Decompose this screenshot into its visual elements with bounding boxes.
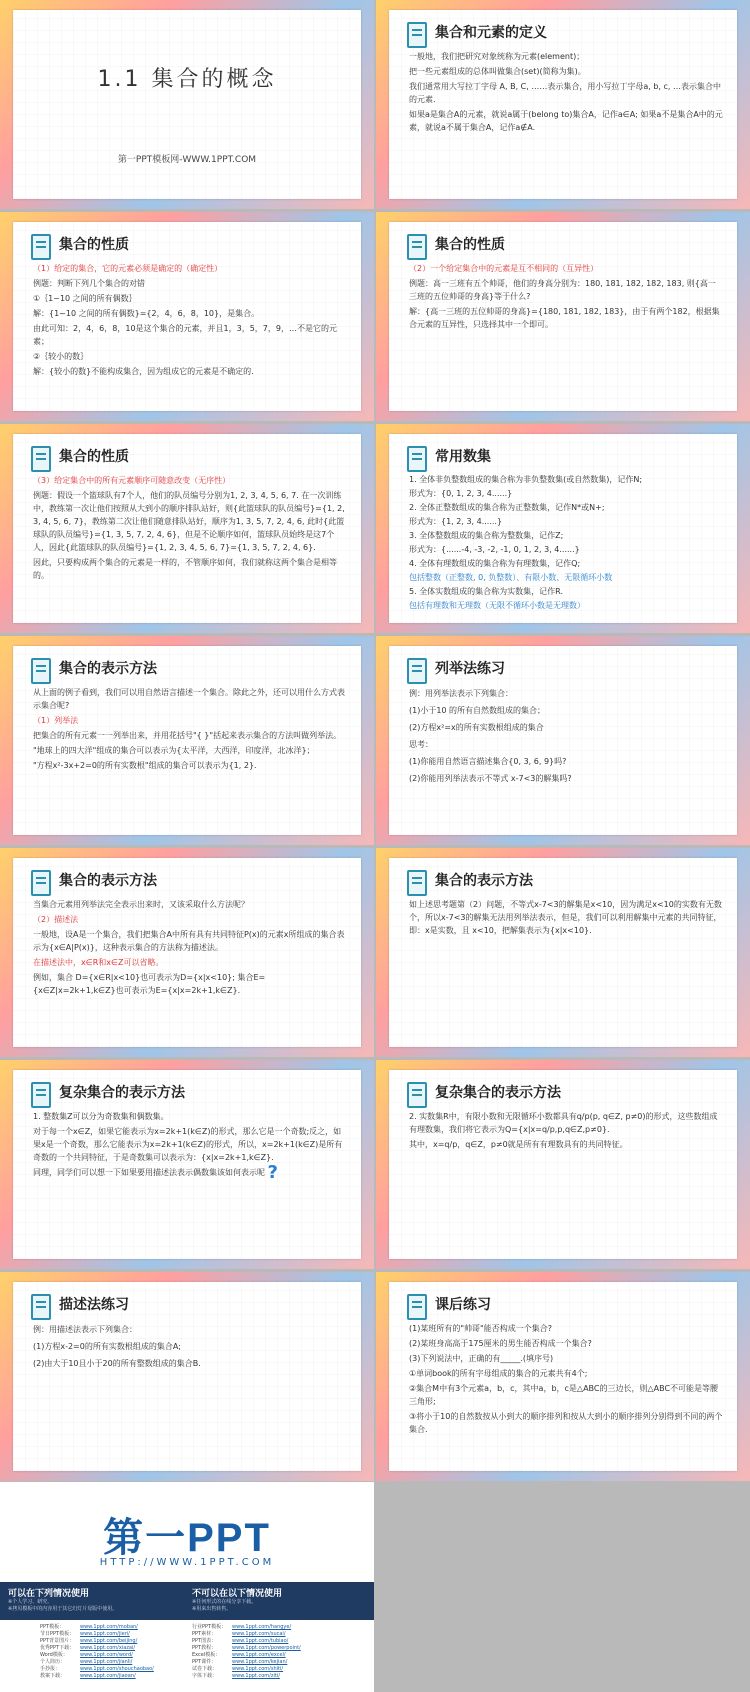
slide-line bbox=[33, 1162, 347, 1183]
slide-paper bbox=[13, 1070, 361, 1259]
slide-line: 1. 全体非负整数组成的集合称为非负整数集(或自然数集)，记作N; bbox=[409, 475, 643, 484]
slide-paper bbox=[389, 646, 737, 835]
slide-line: 5. 全体实数组成的集合称为实数集，记作R. bbox=[409, 587, 563, 596]
slide-thumbnail[interactable] bbox=[376, 848, 750, 1057]
can-use-line: ※拷贝模板中的内容用于其它幻灯片母版中使用。 bbox=[8, 1606, 118, 1612]
slide-line: 把一些元素组成的总体叫做集合(set)(简称为集)。 bbox=[409, 67, 586, 76]
slide-heading: （3）给定集合中的所有元素顺序可随意改变（无序性） bbox=[33, 476, 231, 485]
slide-title: 集合的表示方法 bbox=[435, 873, 533, 889]
usage-bar bbox=[0, 1582, 374, 1620]
slide-line: ③将小于10的自然数按从小到大的顺序排列和按从大到小的顺序排列分别得到不同的两个集合. bbox=[409, 1412, 723, 1434]
slide-line: (1)你能用自然语言描述集合{0, 3, 6, 9}吗? bbox=[409, 757, 567, 766]
slide-title: 集合的性质 bbox=[59, 449, 129, 465]
book-icon bbox=[407, 658, 427, 684]
book-icon bbox=[407, 1082, 427, 1108]
slide-line: 一般地，我们把研究对象统称为元素(element)； bbox=[409, 52, 585, 61]
slide-body bbox=[33, 686, 347, 774]
slide-line: 例如，集合 D={x∈R|x<10}也可表示为D={x|x<10}; 集合E={x∈Z|x=2k+1,k∈Z}也可表示为E={x|x=2k+1,k∈Z}. bbox=[33, 973, 266, 995]
slide-heading: （2）描述法 bbox=[33, 915, 79, 924]
slide-line: 形式为：{......-4, -3, -2, -1, 0, 1, 2, 3, 4......} bbox=[409, 545, 580, 554]
book-icon bbox=[407, 446, 427, 472]
can-use-line: ※个人学习、研究。 bbox=[8, 1599, 53, 1605]
slide-line: 形式为：{0, 1, 2, 3, 4......} bbox=[409, 489, 513, 498]
slide-line: ①｛1~10 之间的所有偶数｝ bbox=[33, 294, 137, 303]
slide-line: 从上面的例子看到，我们可以用自然语言描述一个集合。除此之外，还可以用什么方式表示集合呢? bbox=[33, 688, 345, 710]
slide-title: 复杂集合的表示方法 bbox=[59, 1085, 185, 1101]
slide-title: 常用数集 bbox=[435, 449, 491, 465]
link-row[interactable]: PPT课件： www.1ppt.com/kejian/ bbox=[192, 1659, 288, 1665]
slide-line: 3. 全体整数组成的集合称为整数集，记作Z; bbox=[409, 531, 564, 540]
slide-line: 我们通常用大写拉丁字母 A, B, C, ……表示集合，用小写拉丁字母a, b, c, …表示集合中的元素. bbox=[409, 82, 721, 104]
link-row[interactable]: 节日PPT模板： www.1ppt.com/jieri/ bbox=[40, 1631, 130, 1637]
slide-line: 在描述法中，x∈R和x∈Z可以省略。 bbox=[33, 958, 164, 967]
link-row[interactable]: 行业PPT模板： www.1ppt.com/hangye/ bbox=[192, 1624, 292, 1630]
slide-body bbox=[33, 898, 347, 999]
slide-thumbnail[interactable] bbox=[376, 1060, 750, 1269]
cover-slide[interactable] bbox=[0, 0, 374, 209]
slide-line: 包括整数（正整数, 0, 负整数）、有限小数、无限循环小数 bbox=[409, 573, 613, 582]
slide-line: 例题：判断下列几个集合的对错 bbox=[33, 279, 145, 288]
slide-line: ②｛较小的数｝ bbox=[33, 352, 89, 361]
slide-paper bbox=[13, 1282, 361, 1471]
slide-line: (1)某班所有的"帅哥"能否构成一个集合? bbox=[409, 1324, 552, 1333]
cover-title: 1.1 集合的概念 bbox=[97, 67, 277, 92]
slide-line: 例题：高一三班有五个帅哥，他们的身高分别为：180, 181, 182, 182, 183, 则{高一三班的五位帅哥的身高}等于什么? bbox=[409, 279, 716, 301]
link-row[interactable]: PPT模板： www.1ppt.com/moban/ bbox=[40, 1624, 138, 1630]
slide-paper bbox=[13, 10, 361, 199]
slide-line: 1. 整数集Z可以分为奇数集和偶数集。 bbox=[33, 1112, 169, 1121]
ad-slide[interactable] bbox=[0, 1482, 374, 1692]
slide-line: (1)小于10 的所有自然数组成的集合； bbox=[409, 706, 546, 715]
slide-body bbox=[409, 50, 723, 136]
slide-thumbnail[interactable] bbox=[376, 1272, 750, 1481]
book-icon bbox=[407, 1294, 427, 1320]
slide-paper bbox=[13, 434, 361, 623]
slide-title: 复杂集合的表示方法 bbox=[435, 1085, 561, 1101]
link-row[interactable]: Excel模板： www.1ppt.com/excel/ bbox=[192, 1652, 286, 1658]
link-row[interactable]: Word模板： www.1ppt.com/word/ bbox=[40, 1652, 133, 1658]
link-row[interactable]: 教案下载： www.1ppt.com/jiaoan/ bbox=[40, 1673, 136, 1679]
slide-line: "地球上的四大洋"组成的集合可以表示为{太平洋，大西洋，印度洋，北冰洋}； bbox=[33, 746, 315, 755]
slide-thumbnail[interactable] bbox=[376, 636, 750, 845]
link-row[interactable]: PPT背景图片： www.1ppt.com/beijing/ bbox=[40, 1638, 138, 1644]
slide-line: 如上述思考题第（2）问题，不等式x-7<3的解集是x<10，因为满足x<10的实数有无数个，所以x-7<3的解集无法用列举法表示，但是，我们可以利用解集中元素的共同特征，即：x是实数，且 x<10，把解集表示为{x|x<10}. bbox=[409, 900, 722, 935]
slide-body bbox=[409, 686, 723, 788]
slide-title: 集合的性质 bbox=[435, 237, 505, 253]
can-use-title: 可以在下列情况使用 bbox=[8, 1589, 90, 1599]
link-row[interactable]: 个人简历： www.1ppt.com/jianli/ bbox=[40, 1659, 133, 1665]
slide-line: 由此可知：2，4，6，8，10是这个集合的元素，并且1，3，5，7，9，…不是它的元素； bbox=[33, 324, 337, 346]
slide-body bbox=[409, 898, 723, 939]
slide-thumbnail[interactable] bbox=[376, 0, 750, 209]
link-row[interactable]: PPT图表： www.1ppt.com/tubiao/ bbox=[192, 1638, 289, 1644]
slide-line: 因此，只要构成两个集合的元素是一样的，不管顺序如何，我们就称这两个集合是相等的。 bbox=[33, 558, 337, 580]
slide-title: 集合的性质 bbox=[59, 237, 129, 253]
slide-line: 例：用描述法表示下列集合： bbox=[33, 1325, 137, 1334]
slide-heading: （2）一个给定集合中的元素是互不相同的（互异性） bbox=[409, 264, 599, 273]
slide-line: 例：用列举法表示下列集合： bbox=[409, 689, 513, 698]
slide-line: 一般地，设A是一个集合，我们把集合A中所有具有共同特征P(x)的元素x所组成的集合表示为{x∈A|P(x)}，这种表示集合的方法称为描述法。 bbox=[33, 930, 345, 952]
cannot-use-line: ※用来出售转售。 bbox=[192, 1606, 232, 1612]
slide-title: 课后练习 bbox=[435, 1297, 491, 1313]
slide-line: ①单词book的所有字母组成的集合的元素共有4个; bbox=[409, 1369, 588, 1378]
link-row[interactable]: 优秀PPT下载： www.1ppt.com/xiazai/ bbox=[40, 1645, 136, 1651]
slide-line: (1)方程x-2=0的所有实数根组成的集合A; bbox=[33, 1342, 182, 1351]
slide-line: (2)某班身高高于175厘米的男生能否构成一个集合? bbox=[409, 1339, 592, 1348]
book-icon bbox=[31, 1294, 51, 1320]
slide-body bbox=[409, 1110, 723, 1153]
slide-line: (3)下列说法中，正确的有_____.(填序号) bbox=[409, 1354, 554, 1363]
slide-title: 集合的表示方法 bbox=[59, 661, 157, 677]
slide-thumbnail[interactable] bbox=[0, 636, 374, 845]
cannot-use-column bbox=[192, 1586, 372, 1613]
slide-line: 解：{较小的数}不能构成集合，因为组成它的元素是不确定的. bbox=[33, 367, 254, 376]
slide-paper bbox=[389, 222, 737, 411]
slide-paper bbox=[13, 858, 361, 1047]
slide-body bbox=[409, 262, 723, 333]
slide-line: 如果a是集合A的元素，就说a属于(belong to)集合A，记作a∈A; 如果a不是集合A中的元素，就说a不属于集合A，记作a∉A. bbox=[409, 110, 723, 132]
brand-url[interactable]: HTTP://WWW.1PPT.COM bbox=[99, 1557, 275, 1568]
slide-title: 列举法练习 bbox=[435, 661, 505, 677]
slide-line: 当集合元素用列举法完全表示出来时，又该采取什么方法呢？ bbox=[33, 900, 249, 909]
cannot-use-title: 不可以在以下情况使用 bbox=[192, 1589, 283, 1599]
slide-line: 4. 全体有理数组成的集合称为有理数集，记作Q; bbox=[409, 559, 581, 568]
slide-heading: （1）给定的集合，它的元素必须是确定的（确定性） bbox=[33, 264, 223, 273]
slide-thumbnail[interactable] bbox=[0, 1272, 374, 1481]
slide-paper bbox=[13, 646, 361, 835]
slide-title: 描述法练习 bbox=[59, 1297, 129, 1313]
slide-line: 对于每一个x∈Z，如果它能表示为x=2k+1(k∈Z)的形式，那么它是一个奇数;反之，如果x是一个奇数，那么它能表示为x=2k+1(k∈Z)的形式，所以，x=2k+1(k∈Z)是所有奇数的一个共同特征，于是奇数集可以表示为：{x|x=2k+1,k∈Z}. bbox=[33, 1127, 343, 1162]
links-right bbox=[192, 1624, 372, 1680]
book-icon bbox=[31, 870, 51, 896]
slide-body bbox=[33, 262, 347, 380]
slide-line: ②集合M中有3个元素a，b，c，其中a，b，c是△ABC的三边长，则△ABC不可能是等腰三角形; bbox=[409, 1384, 719, 1406]
slide-line-text: 同理，同学们可以想一下如果要用描述法表示偶数集该如何表示呢 bbox=[33, 1168, 265, 1177]
slide-body bbox=[33, 474, 347, 584]
slide-line: 其中，x=q/p，q∈Z，p≠0就是所有有理数具有的共同特征。 bbox=[409, 1140, 628, 1149]
slide-line: (2)由大于10且小于20的所有整数组成的集合B. bbox=[33, 1359, 201, 1368]
link-row[interactable]: 试卷下载： www.1ppt.com/shiti/ bbox=[192, 1666, 284, 1672]
slide-paper bbox=[389, 1070, 737, 1259]
slide-body bbox=[409, 1322, 723, 1438]
book-icon bbox=[407, 22, 427, 48]
slide-line: 2. 全体正整数组成的集合称为正整数集，记作N*或N+; bbox=[409, 503, 605, 512]
slide-line: "方程x²-3x+2=0的所有实数根"组成的集合可以表示为{1, 2}. bbox=[33, 761, 257, 770]
cannot-use-line: ※任何形式的在线分享下载。 bbox=[192, 1599, 257, 1605]
link-row[interactable]: PPT教程： www.1ppt.com/powerpoint/ bbox=[192, 1645, 301, 1651]
slide-paper bbox=[389, 858, 737, 1047]
slide-paper bbox=[389, 1282, 737, 1471]
slide-line: (2)方程x²=x的所有实数根组成的集合 bbox=[409, 723, 544, 732]
slide-body bbox=[33, 1322, 347, 1373]
slide-body bbox=[409, 474, 723, 614]
slide-thumbnail[interactable] bbox=[0, 848, 374, 1057]
slide-line: 例题：假设一个篮球队有7个人，他们的队员编号分别为1, 2, 3, 4, 5, 6, 7. 在一次训练中，教练第一次让他们按照从大到小的顺序排队站好，则{此篮球队的队员编号}={1, 2, 3, 4, 5, 6, 7}，教练第二次让他们随意排队站好，顺序为1, 3, 5, 7, 2, 4, 6, 此时{此篮球队的队员编号}={1, 3, 5, 7, 2, 4, 6}，但是不论顺序如何，篮球队员始终是这7个人，因此{此篮球队的队员编号}={1, 2, 3, 4, 5, 6, 7}={1, 3, 5, 7, 2, 4, 6}. bbox=[33, 491, 345, 552]
link-row[interactable]: 手抄报： www.1ppt.com/shouchaobao/ bbox=[40, 1666, 154, 1672]
question-mark-icon: ? bbox=[267, 1162, 278, 1183]
slide-heading: （1）列举法 bbox=[33, 716, 79, 725]
can-use-column bbox=[8, 1586, 188, 1613]
slide-thumbnail[interactable] bbox=[0, 424, 374, 633]
book-icon bbox=[31, 234, 51, 260]
slide-line: 2. 实数集R中，有限小数和无限循环小数都具有q/p(p, q∈Z, p≠0)的形式，这些数组成有理数集，我们将它表示为Q={x|x=q/p,p,q∈Z,p≠0}. bbox=[409, 1112, 718, 1134]
slide-thumbnail[interactable] bbox=[0, 212, 374, 421]
slide-body bbox=[33, 1110, 347, 1181]
book-icon bbox=[31, 658, 51, 684]
slide-thumbnail[interactable] bbox=[0, 1060, 374, 1269]
cover-subtitle: 第一PPT模板网-WWW.1PPT.COM bbox=[117, 155, 257, 165]
book-icon bbox=[407, 234, 427, 260]
slide-line: 解：{高一三班的五位帅哥的身高}={180, 181, 182, 183}，由于有两个182，根据集合元素的互异性，只选择其中一个即可。 bbox=[409, 307, 720, 329]
book-icon bbox=[407, 870, 427, 896]
slide-line: 把集合的所有元素一一列举出来，并用花括号"{ }"括起来表示集合的方法叫做列举法。 bbox=[33, 731, 342, 740]
slide-thumbnail[interactable] bbox=[376, 212, 750, 421]
link-row[interactable]: 字体下载： www.1ppt.com/ziti/ bbox=[192, 1673, 280, 1679]
slide-paper bbox=[389, 10, 737, 199]
slide-line: (2)你能用列举法表示不等式 x-7<3的解集吗? bbox=[409, 774, 572, 783]
slide-line: 形式为：{1, 2, 3, 4......} bbox=[409, 517, 503, 526]
slide-line: 解：{1~10 之间的所有偶数}={2，4，6，8，10}，是集合。 bbox=[33, 309, 260, 318]
link-row[interactable]: PPT素材： www.1ppt.com/sucai/ bbox=[192, 1631, 286, 1637]
slide-title: 集合的表示方法 bbox=[59, 873, 157, 889]
slide-line: 包括有理数和无理数（无限不循环小数是无理数） bbox=[409, 601, 585, 610]
slide-paper bbox=[13, 222, 361, 411]
slide-line: 思考： bbox=[409, 740, 433, 749]
brand-logo: 第一PPT bbox=[103, 1516, 271, 1560]
slide-paper bbox=[389, 434, 737, 623]
slide-thumbnail[interactable] bbox=[376, 424, 750, 633]
book-icon bbox=[31, 1082, 51, 1108]
book-icon bbox=[31, 446, 51, 472]
slide-title: 集合和元素的定义 bbox=[435, 25, 547, 41]
